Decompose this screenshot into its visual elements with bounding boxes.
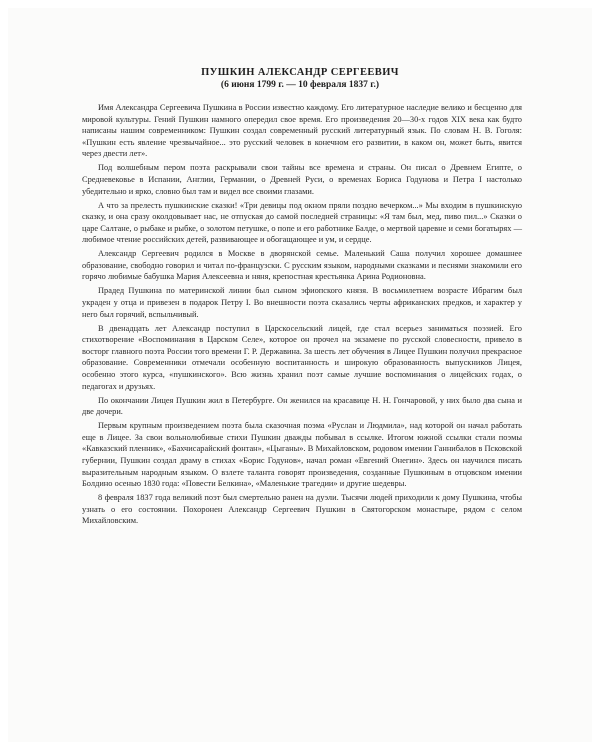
paragraph-childhood: Александр Сергеевич родился в Москве в дворянской семье. Маленький Саша получил хорошее домашнее образование, свободно говорил и читал по-французски. С русским языком, народными сказками и песнями знакомили его горячо любимые бабушка Мария Алексеевна и няня, крепостная крестьянка Арина Родионовна. [82,249,522,282]
paragraph-ancestry: Прадед Пушкина по материнской линии был сыном эфиопского князя. В восьмилетнем возрасте Ибрагим был украден у отца и привезен в подарок Петру I. Во внешности поэта сказались черты африканских предков, и характер у него был горячий, вспыльчивый. [82,286,522,319]
paragraph-intro: Имя Александра Сергеевича Пушкина в России известно каждому. Его литературное наследие велико и бесценно для мировой культуры. Гений Пушкин намного опередил свое время. Его произведения 20—30-х годов XIX века как будто написаны нашим современником: Пушкин создал современный русский литературный язык. По словам Н. В. Гоголя: «Пушкин есть явление чрезвычайное... это русский человек в конечном его развитии, в каком он, может быть, явится через двести лет». [82,103,522,159]
paragraph-themes: Под волшебным пером поэта раскрывали свои тайны все времена и страны. Он писал о Древнем Египте, о Средневековье в Испании, Англии, Германии, о Древней Руси, о временах Бориса Годунова и Петра I настолько убедительно и ярко, словно был там и видел все своими глазами. [82,163,522,196]
paragraph-death: 8 февраля 1837 года великий поэт был смертельно ранен на дуэли. Тысячи людей приходили к дому Пушкина, чтобы узнать о его состоянии. Похоронен Александр Сергеевич Пушкин в Святогорском монастыре, рядом с селом Михайловским. [82,493,522,526]
life-dates: (6 июня 1799 г. — 10 февраля 1837 г.) [220,80,380,90]
paragraph-works: Первым крупным произведением поэта была сказочная поэма «Руслан и Людмила», над которой он начал работать еще в Лицее. За свои вольнолюбивые стихи Пушкин дважды побывал в ссылке. Итогом южной ссылки стали поэмы «Кавказский пленник», «Бахчисарайский фонтан», «Цыганы». В Михайловском, родовом имении Ганнибалов в Псковской губернии, Пушкин создал драму в стихах «Борис Годунов», начал роман «Евгений Онегин». Здесь он научился писать выразительным народным языком. О взлете таланта говорят произведения, созданные Пушкиным в отцовском имении Болдино осенью 1830 года: «Повести Белкина», «Маленькие трагедии» и другие шедевры. [82,421,522,489]
page-header [8,66,592,92]
paragraph-marriage: По окончании Лицея Пушкин жил в Петербурге. Он женился на красавице Н. Н. Гончаровой, у них было два сына и две дочери. [82,395,522,417]
page-title: ПУШКИН АЛЕКСАНДР СЕРГЕЕВИЧ [201,67,399,78]
paragraph-lyceum: В двенадцать лет Александр поступил в Царскосельский лицей, где стал всерьез заниматься поэзией. Его стихотворение «Воспоминания в Царском Селе», которое он прочел на экзамене по русской словесности, привело в восторг главного поэта России того времени Г. Р. Державина. За шесть лет обучения в Лицее Пушкин получил прекрасное образование. Современники отмечали особенную воспитанность и широкую образованность выпускников Лицея, особенно этого курса, «пушкинского». Всю жизнь хранил поэт самые лучшие воспоминания о лицейских годах, о педагогах и друзьях. [82,323,522,391]
paragraph-fairy-tales: А что за прелесть пушкинские сказки! «Три девицы под окном пряли поздно вечерком...» Мы входим в пушкинскую сказку, и она сразу околдовывает нас, не отпуская до самой последней страницы: «Я там был, мед, пиво пил...» Сказки о царе Салтане, о рыбаке и рыбке, о золотом петушке, о попе и его работнике Балде, о мертвой царевне и семи богатырях — любимое чтение российских детей, развивающее и обогащающее и ум, и сердце. [82,200,522,245]
article-body [82,102,522,529]
book-page [8,8,592,742]
